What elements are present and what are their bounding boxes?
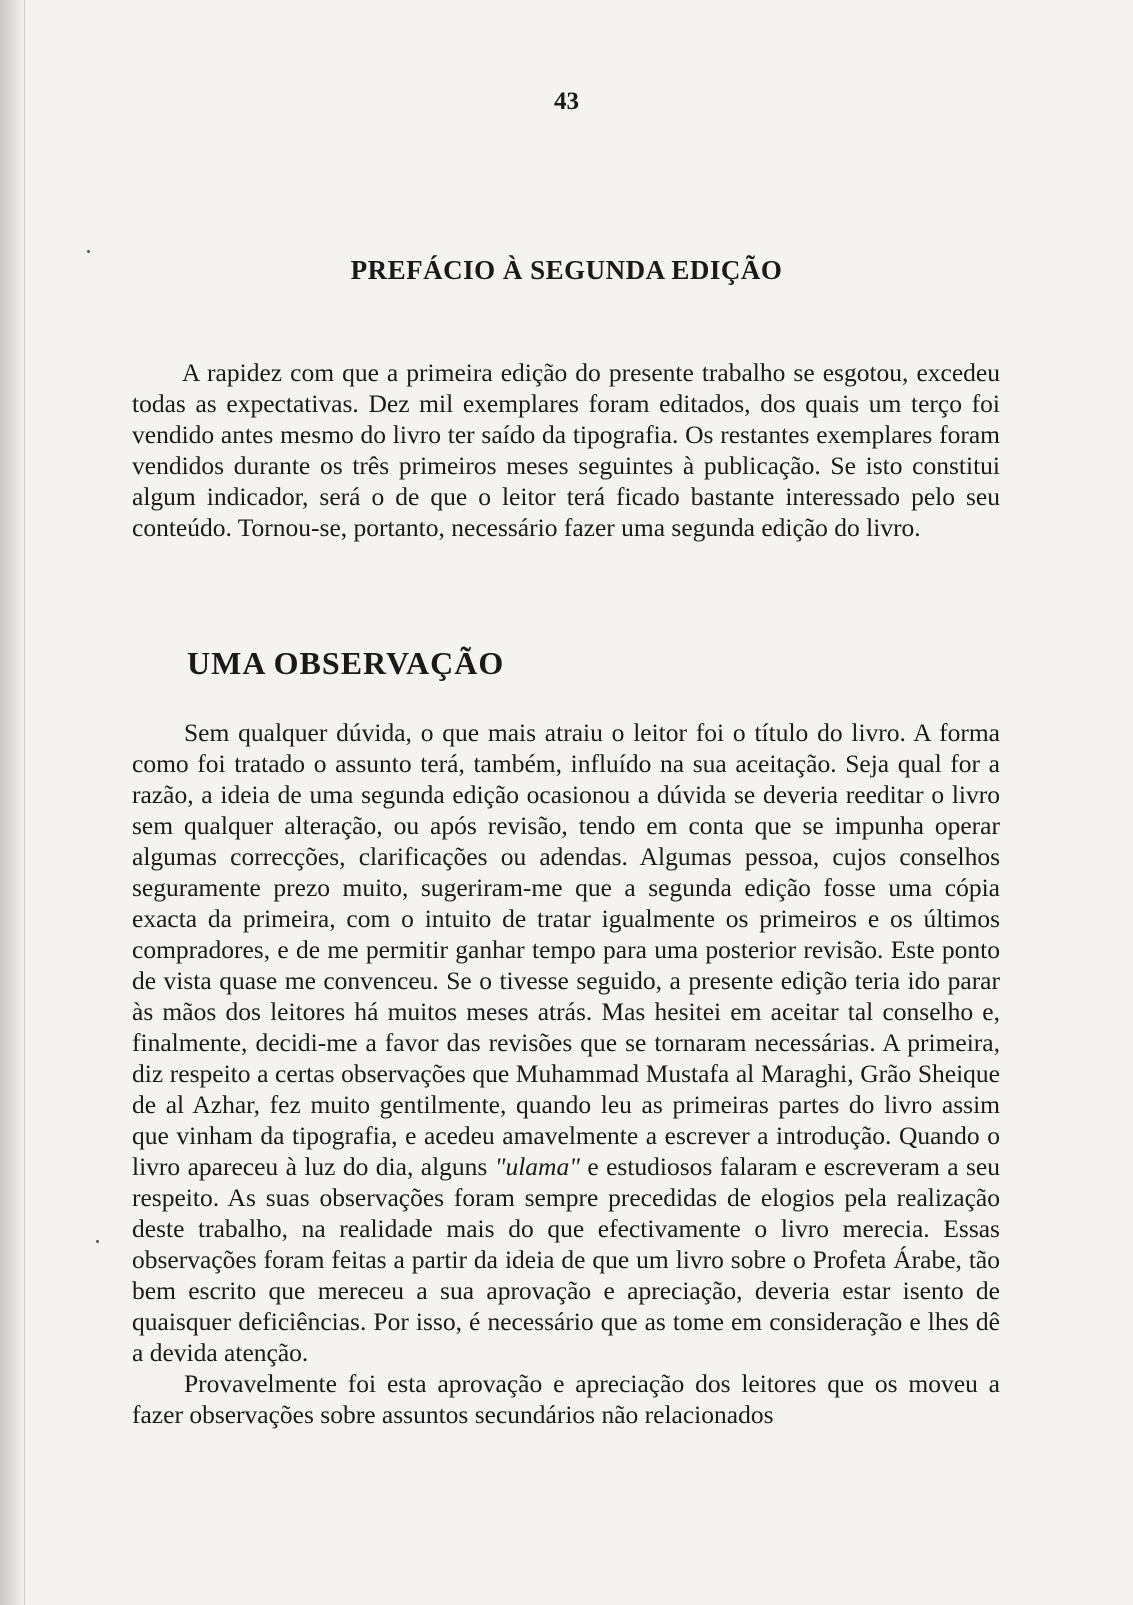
preface-body: [132, 357, 1000, 543]
observation-paragraph: [132, 717, 1000, 1368]
paper-speck: [87, 250, 90, 253]
preface-title: PREFÁCIO À SEGUNDA EDIÇÃO: [350, 255, 783, 285]
preface-paragraph: A rapidez com que a primeira edição do presente trabalho se esgotou, excedeu todas as expectativas. Dez mil exemplares foram editados, dos quais um terço foi vendido antes mesmo do livro ter saído da tipografia. Os restantes exemplares foram vendidos durante os três primeiros meses seguintes à publicação. Se isto constitui algum indicador, será o de que o leitor terá ficado bastante interessado pelo seu conteúdo. Tornou-se, portanto, necessário fazer uma segunda edição do livro.: [132, 358, 1000, 542]
final-paragraph: Provavelmente foi esta aprovação e apreciação dos leitores que os moveu a fazer observações sobre assuntos secundários não relacionados: [132, 1369, 1000, 1429]
paper-speck: [96, 1240, 99, 1243]
observation-text-part-1: Sem qualquer dúvida, o que mais atraiu o leitor foi o título do livro. A forma como foi tratado o assunto terá, também, influído na sua aceitação. Seja qual for a razão, a ideia de uma segunda edição ocasionou a dúvida se deveria reeditar o livro sem qualquer alteração, ou após revisão, tendo em conta que se impunha operar algumas correcções, clarificações ou adendas. Algumas pessoa, cujos conselhos seguramente prezo muito, sugeriram-me que a segunda edição fosse uma cópia exacta da primeira, com o intuito de tratar igualmente os primeiros e os últimos compradores, e de me permitir ganhar tempo para uma posterior revisão. Este ponto de vista quase me convenceu. Se o tivesse seguido, a presente edição teria ido parar às mãos dos leitores há muitos meses atrás. Mas hesitei em aceitar tal conselho e, finalmente, decidi-me a favor das revisões que se tornaram necessárias. A primeira, diz respeito a certas observações que Muhammad Mustafa al Maraghi, Grão Sheique de al Azhar, fez muito gentilmente, quando leu as primeiras partes do livro assim que vinham da tipografia, e acedeu amavelmente a escrever a introdução. Quando o livro apareceu à luz do dia, alguns: [132, 718, 1000, 1181]
observation-heading: UMA OBSERVAÇÃO: [187, 645, 505, 681]
page-binding-edge: [0, 0, 25, 1605]
observation-italic-term: "ulama": [494, 1152, 580, 1181]
observation-body: [132, 717, 1000, 1430]
observation-text-part-2: e estudiosos falaram e escreveram a seu respeito. As suas observações foram sempre precedidas de elogios pela realização deste trabalho, na realidade mais do que efectivamente o livro merecia. Essas observações foram feitas a partir da ideia de que um livro sobre o Profeta Árabe, tão bem escrito que mereceu a sua aprovação e apreciação, deveria estar isento de quaisquer deficiências. Por isso, é necessário que as tome em consideração e lhes dê a devida atenção.: [132, 1152, 1000, 1367]
page-number: 43: [554, 88, 579, 115]
